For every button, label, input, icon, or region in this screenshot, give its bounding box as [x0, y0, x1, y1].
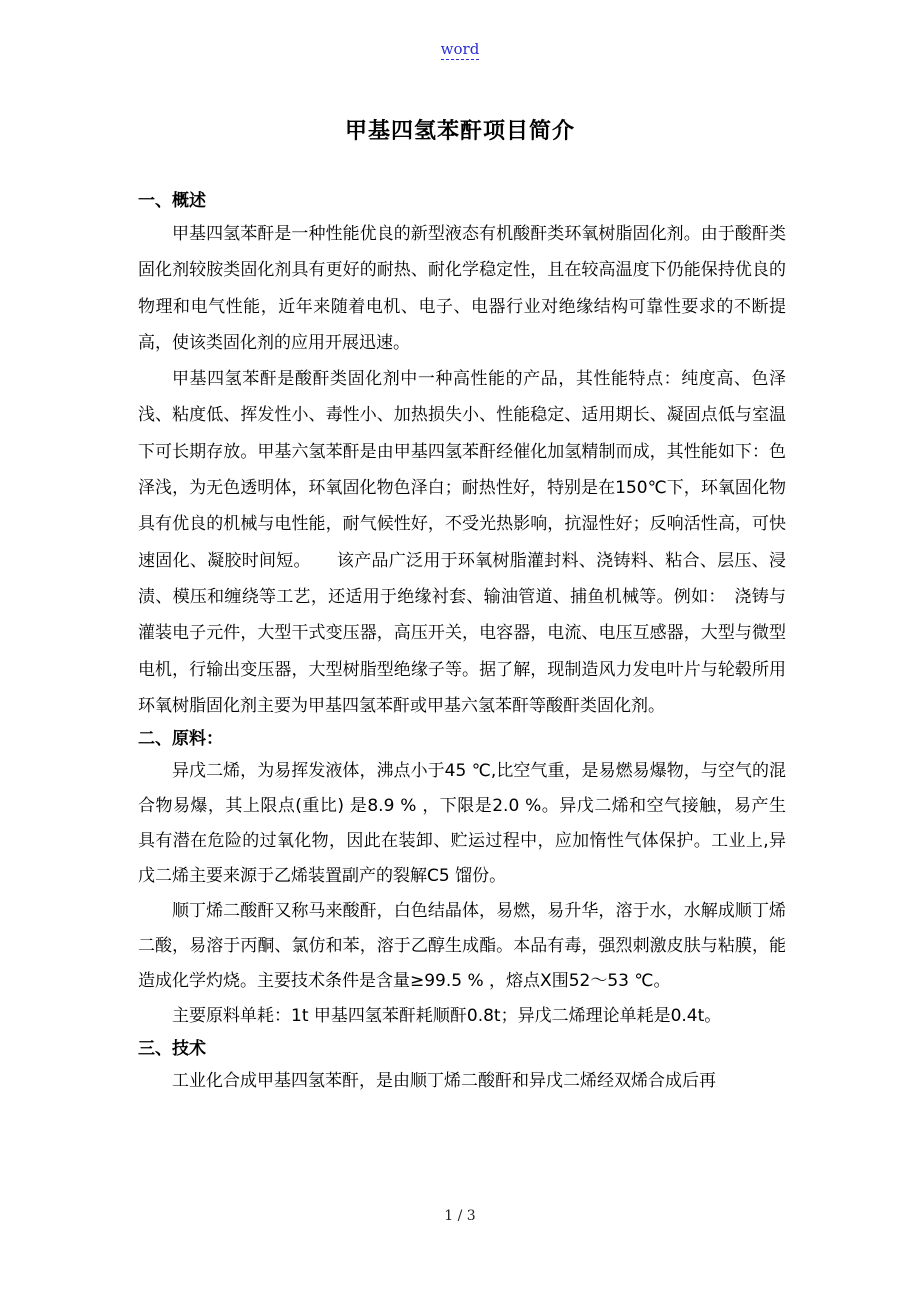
section-heading: 二、原料： — [138, 729, 223, 750]
section-technology — [138, 1034, 786, 1099]
paragraph: 顺丁烯二酸酐又称马来酸酐，白色结晶体，易燃，易升华，溶于水，水解成顺丁烯二酸，易溶于丙酮、氯仿和苯，溶于乙醇生成酯。本品有毒，强烈刺激皮肤与粘膜，能造成化学灼烧。主要技术条件是含量≥99.5 % ，熔点X围52～53 ℃。 — [138, 901, 786, 992]
section-heading: 三、技术 — [138, 1039, 206, 1060]
paragraph: 工业化合成甲基四氢苯酐，是由顺丁烯二酸酐和异戊二烯经双烯合成后再 — [172, 1071, 716, 1092]
section-heading: 一、概述 — [138, 191, 206, 211]
header-link-text[interactable]: word — [440, 40, 480, 58]
paragraph: 甲基四氢苯酐是一种性能优良的新型液态有机酸酐类环氧树脂固化剂。由于酸酐类固化剂较胺类固化剂具有更好的耐热、耐化学稳定性，且在较高温度下仍能保持优良的物理和电气性能，近年来随着电机、电子、电器行业对绝缘结构可靠性要求的不断提高，使该类固化剂的应用开展迅速。 — [138, 224, 786, 353]
document-body — [138, 186, 786, 1099]
paragraph: 主要原料单耗：1t 甲基四氢苯酐耗顺酐0.8t；异戊二烯理论单耗是0.4t。 — [172, 1006, 722, 1027]
paragraph: 甲基四氢苯酐是酸酐类固化剂中一种高性能的产品，其性能特点：纯度高、色泽浅、粘度低、挥发性小、毒性小、加热损失小、性能稳定、适用期长、凝固点低与室温下可长期存放。甲基六氢苯酐是由甲基四氢苯酐经催化加氢精制而成，其性能如下：色泽浅，为无色透明体，环氧固化物色泽白；耐热性好，特别是在150℃下，环氧固化物具有优良的机械与电性能，耐气候性好，不受光热影响，抗湿性好；反响活性高，可快速固化、凝胶时间短。 该产品广泛用于环氧树脂灌封料、浇铸料、粘合、层压、浸渍、模压和缠绕等工艺，还适用于绝缘衬套、输油管道、捕鱼机械等。例如： 浇铸与灌装电子元件，大型干式变压器，高压开关，电容器，电流、电压互感器，大型与微型电机，行输出变压器，大型树脂型绝缘子等。据了解，现制造风力发电叶片与轮毂所用环氧树脂固化剂主要为甲基四氢苯酐或甲基六氢苯酐等酸酐类固化剂。 — [138, 369, 786, 716]
document-title: 甲基四氢苯酐项目简介 — [344, 119, 575, 144]
header-word-link[interactable] — [0, 40, 920, 58]
page-number: 1 / 3 — [444, 1208, 476, 1224]
paragraph: 异戊二烯，为易挥发液体，沸点小于45 ℃,比空气重，是易燃易爆物，与空气的混合物易爆，其上限点(重比) 是8.9 % ，下限是2.0 %。异戊二烯和空气接触，易产生具有潜在危险的过氧化物，因此在装卸、贮运过程中，应加惰性气体保护。工业上,异戊二烯主要来源于乙烯装置副产的裂解C5 馏份。 — [138, 761, 786, 887]
section-overview — [138, 186, 786, 724]
section-raw-materials — [138, 724, 786, 1034]
